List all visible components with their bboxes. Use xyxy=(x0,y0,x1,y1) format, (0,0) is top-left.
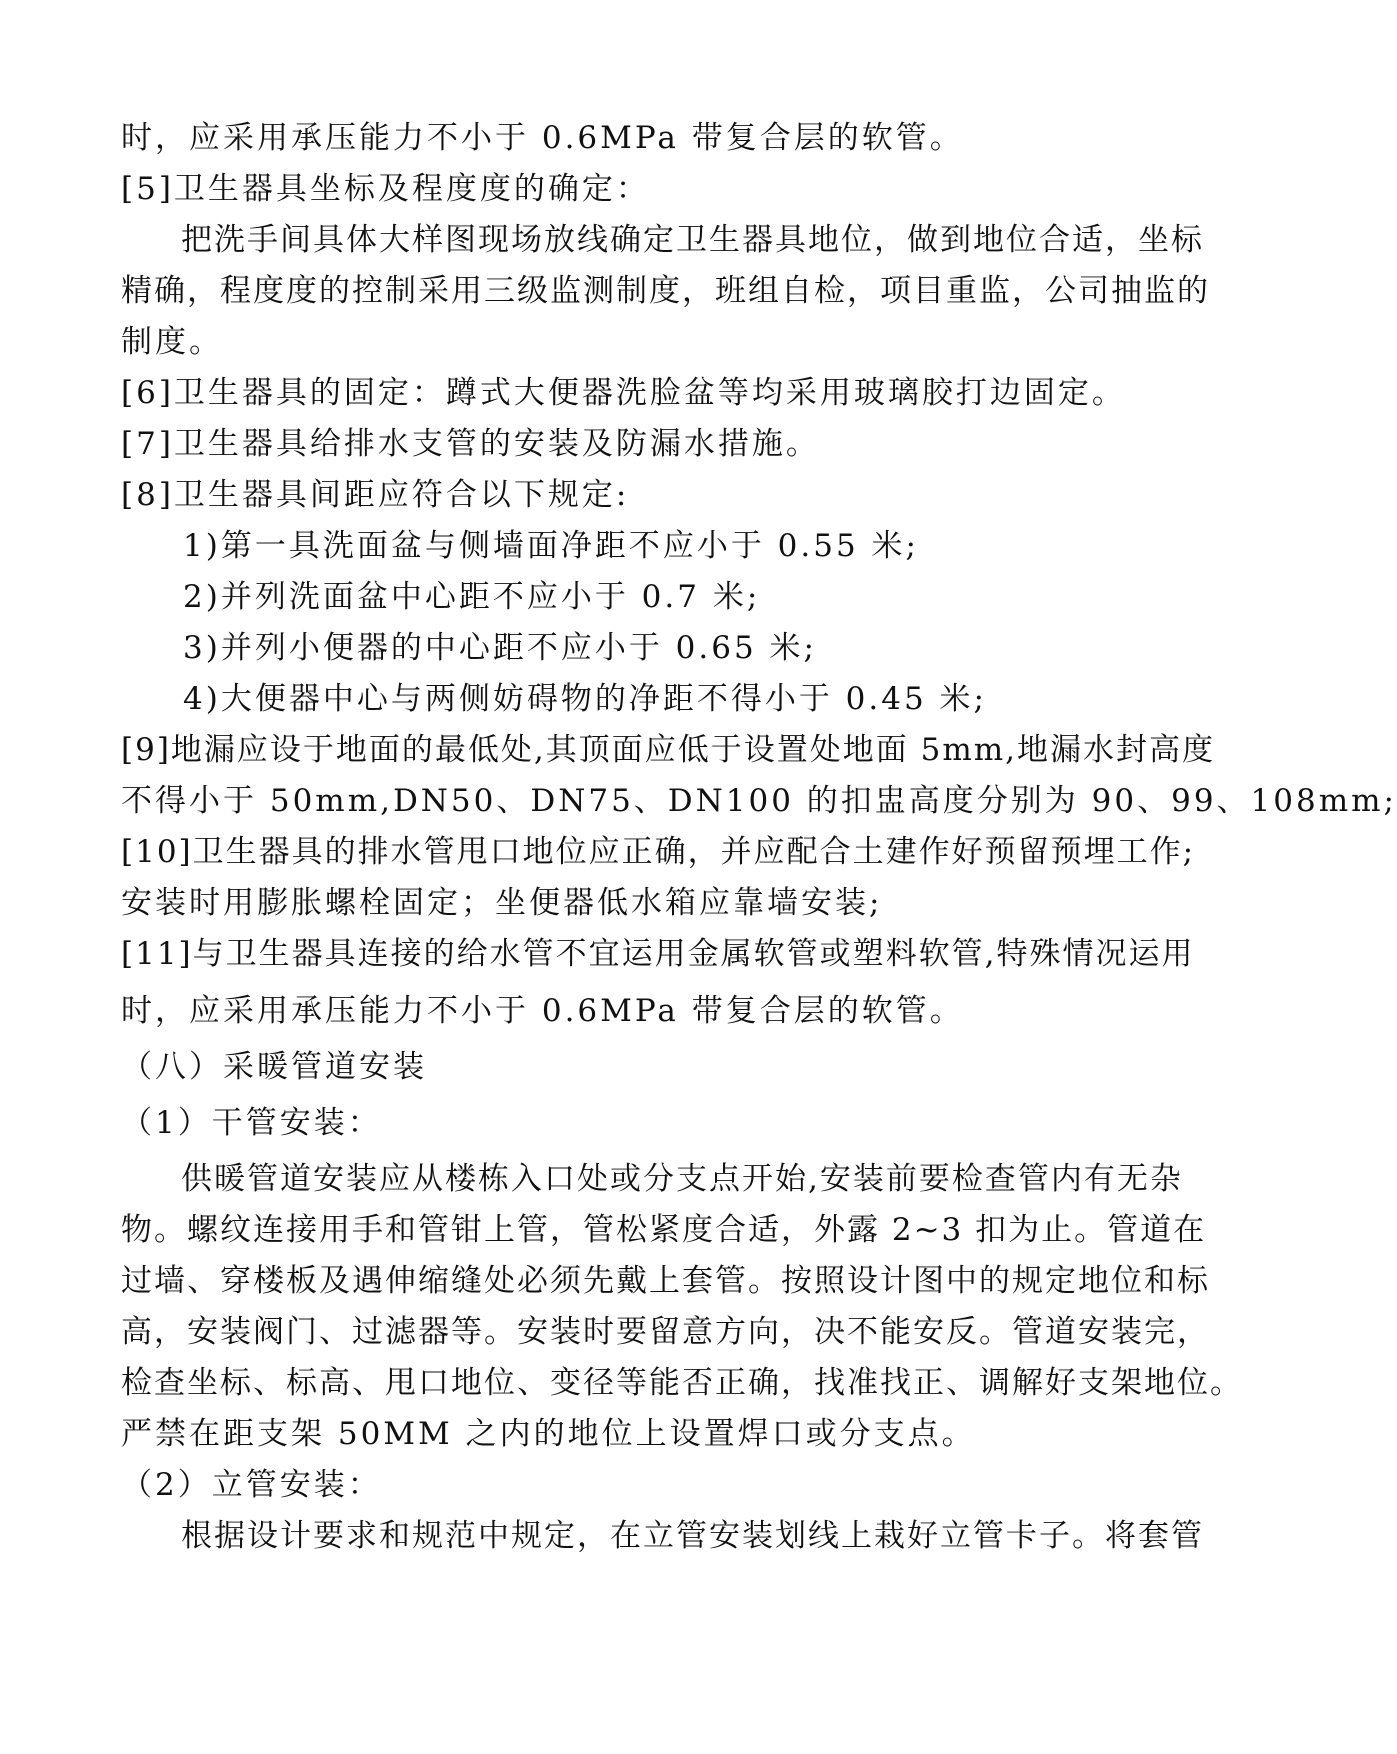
paragraph-line: 根据设计要求和规范中规定，在立管安装划线上栽好立管卡子。将套管 xyxy=(181,1518,1204,1554)
paragraph-line: 供暖管道安装应从楼栋入口处或分支点开始,安装前要检查管内有无杂 xyxy=(181,1161,1183,1197)
text-line: 时，应采用承压能力不小于 0.6MPa 带复合层的软管。 xyxy=(121,120,964,156)
chapter-heading: （八）采暖管道安装 xyxy=(121,1049,427,1085)
paragraph-line: 不得小于 50mm,DN50、DN75、DN100 的扣盅高度分别为 90、99、108mm; xyxy=(121,783,1397,819)
section-heading-9: [9]地漏应设于地面的最低处,其顶面应低于设置处地面 5mm,地漏水封高度 xyxy=(121,732,1215,768)
list-item: 2)并列洗面盆中心距不应小于 0.7 米; xyxy=(183,579,761,615)
section-heading-5: [5]卫生器具坐标及程度度的确定： xyxy=(121,171,650,207)
paragraph-line: 安装时用膨胀螺栓固定；坐便器低水箱应靠墙安装; xyxy=(121,885,883,921)
subsection-heading: （2）立管安装： xyxy=(121,1467,382,1503)
paragraph-line: 过墙、穿楼板及遇伸缩缝处必须先戴上套管。按照设计图中的规定地位和标 xyxy=(121,1263,1210,1299)
paragraph-line: 物。螺纹连接用手和管钳上管，管松紧度合适，外露 2~3 扣为止。管道在 xyxy=(121,1212,1207,1248)
subsection-heading: （1）干管安装： xyxy=(121,1105,382,1141)
paragraph-line: 时，应采用承压能力不小于 0.6MPa 带复合层的软管。 xyxy=(121,993,964,1029)
section-heading-8: [8]卫生器具间距应符合以下规定: xyxy=(121,477,630,513)
paragraph-line: 制度。 xyxy=(121,324,223,360)
list-item: 1)第一具洗面盆与侧墙面净距不应小于 0.55 米; xyxy=(183,528,919,564)
section-heading-11: [11]与卫生器具连接的给水管不宜运用金属软管或塑料软管,特殊情况运用 xyxy=(121,936,1195,972)
section-heading-7: [7]卫生器具给排水支管的安装及防漏水措施。 xyxy=(121,426,820,462)
paragraph-line: 把洗手间具体大样图现场放线确定卫生器具地位，做到地位合适，坐标 xyxy=(181,222,1204,258)
paragraph-line: 精确，程度度的控制采用三级监测制度，班组自检，项目重监，公司抽监的 xyxy=(121,273,1210,309)
section-heading-6: [6]卫生器具的固定：蹲式大便器洗脸盆等均采用玻璃胶打边固定。 xyxy=(121,375,1126,411)
section-heading-10: [10]卫生器具的排水管甩口地位应正确，并应配合土建作好预留预埋工作; xyxy=(121,834,1196,870)
paragraph-line: 严禁在距支架 50MM 之内的地位上设置焊口或分支点。 xyxy=(121,1416,976,1452)
paragraph-line: 检查坐标、标高、甩口地位、变径等能否正确，找准找正、调解好支架地位。 xyxy=(121,1365,1243,1401)
list-item: 3)并列小便器的中心距不应小于 0.65 米; xyxy=(183,630,817,666)
list-item: 4)大便器中心与两侧妨碍物的净距不得小于 0.45 米; xyxy=(183,681,987,717)
paragraph-line: 高，安装阀门、过滤器等。安装时要留意方向，决不能安反。管道安装完， xyxy=(121,1314,1210,1350)
